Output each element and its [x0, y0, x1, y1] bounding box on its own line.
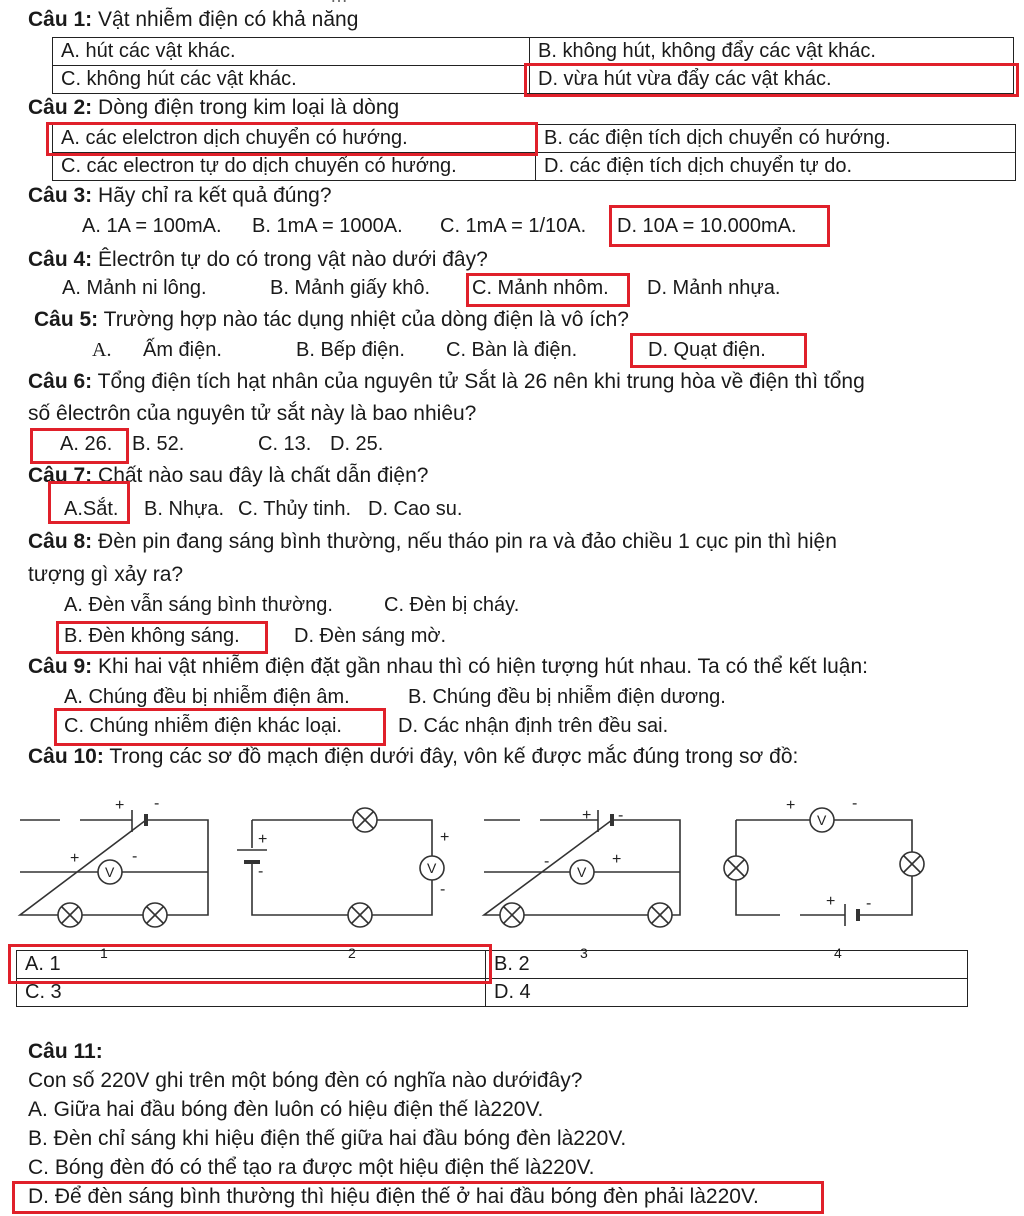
q11-option-c[interactable]: C. Bóng đèn đó có thể tạo ra được một hiệu điện thế là220V.: [28, 1156, 595, 1179]
q8-option-a[interactable]: A. Đèn vẫn sáng bình thường.: [64, 594, 333, 616]
q6-option-c[interactable]: C. 13.: [258, 433, 312, 455]
lamp-symbol-1a: [58, 903, 82, 927]
q6-text: Tổng điện tích hạt nhân của nguyên tử Sắt là 26 nên khi trung hòa về điện thì tổng: [92, 370, 865, 393]
q8-label: Câu 8:: [28, 530, 93, 553]
q2-option-a[interactable]: A. các elelctron dịch chuyển có hướng.: [53, 125, 536, 153]
lamp-symbol-4a: [724, 856, 748, 880]
q4-option-d[interactable]: D. Mảnh nhựa.: [647, 277, 781, 299]
q11-answer-highlight: [12, 1181, 824, 1214]
q1-label: Câu 1:: [28, 8, 93, 31]
q2-label: Câu 2:: [28, 96, 93, 119]
q7-option-a[interactable]: A.Sắt.: [64, 498, 119, 520]
q5-label: Câu 5:: [34, 308, 99, 331]
q10-answer-highlight: [8, 944, 492, 984]
q5-option-a-letter[interactable]: A.: [92, 339, 112, 361]
q2-option-c[interactable]: C. các electron tự do dịch chuyển có hướng.: [53, 153, 536, 181]
q5-question: [34, 308, 629, 332]
q5-option-b[interactable]: B. Bếp điện.: [296, 339, 405, 361]
q10-option-b[interactable]: B. 2: [486, 951, 968, 979]
q6-option-d[interactable]: D. 25.: [330, 433, 384, 455]
q4-label: Câu 4:: [28, 248, 93, 271]
q10-option-d[interactable]: D. 4: [486, 979, 968, 1007]
q3-question: [28, 184, 332, 208]
circuit-diagram-2: [237, 808, 444, 927]
q9-text: Khi hai vật nhiễm điện đặt gần nhau thì có hiện tượng hút nhau. Ta có thể kết luận:: [92, 655, 868, 678]
voltmeter-label-1: V: [105, 864, 115, 880]
q9-option-b[interactable]: B. Chúng đều bị nhiễm điện dương.: [408, 686, 726, 708]
q5-option-a[interactable]: Ấm điện.: [143, 339, 222, 361]
minus-sign-1b: -: [132, 848, 138, 865]
q2-option-b[interactable]: B. các điện tích dịch chuyển có hướng.: [536, 125, 1016, 153]
lamp-symbol-2b: [348, 903, 372, 927]
q8-answer-highlight: [56, 621, 268, 654]
q7-option-b[interactable]: B. Nhựa.: [144, 498, 225, 520]
lamp-symbol-4b: [900, 852, 924, 876]
q11-label: Câu 11:: [28, 1040, 103, 1063]
q4-answer-highlight: [466, 273, 630, 307]
diagram-number-2: 2: [348, 945, 356, 961]
plus-sign-4b: +: [826, 893, 836, 910]
q2-question: [28, 96, 399, 120]
plus-sign-3a: +: [582, 807, 592, 824]
plus-sign-4a: +: [786, 797, 796, 814]
q8-option-b[interactable]: B. Đèn không sáng.: [64, 625, 240, 647]
q5-option-c[interactable]: C. Bàn là điện.: [446, 339, 578, 361]
circuit-diagrams: [0, 790, 1024, 970]
q7-option-c[interactable]: C. Thủy tinh.: [238, 498, 352, 520]
q6-answer-highlight: [30, 428, 129, 464]
q3-option-d[interactable]: D. 10A = 10.000mA.: [617, 215, 797, 237]
q7-answer-highlight: [48, 481, 130, 524]
q1-option-d[interactable]: D. vừa hút vừa đẩy các vật khác.: [530, 66, 1014, 94]
lamp-symbol-2a: [353, 808, 377, 832]
q1-text: Vật nhiễm điện có khả năng: [92, 8, 359, 31]
voltmeter-label-4: V: [817, 812, 827, 828]
q1-option-b[interactable]: B. không hút, không đẩy các vật khác.: [530, 38, 1014, 66]
q6-question-line2: số êlectrôn của nguyên tử sắt này là bao nhiêu?: [28, 402, 477, 425]
q4-text: Êlectrôn tự do có trong vật nào dưới đây?: [92, 248, 488, 271]
q1-question: [28, 8, 358, 32]
q3-option-c[interactable]: C. 1mA = 1/10A.: [440, 215, 587, 237]
q11-option-a[interactable]: A. Giữa hai đầu bóng đèn luôn có hiệu điện thế là220V.: [28, 1098, 544, 1121]
q5-answer-highlight: [630, 333, 807, 368]
diagram-number-3: 3: [580, 945, 588, 961]
q10-label: Câu 10:: [28, 745, 104, 768]
q11-option-b[interactable]: B. Đèn chỉ sáng khi hiệu điện thế giữa hai đầu bóng đèn là220V.: [28, 1127, 627, 1150]
q1-answer-highlight: [524, 63, 1019, 97]
minus-sign-4b: -: [866, 895, 872, 912]
q4-option-a[interactable]: A. Mảnh ni lông.: [62, 277, 207, 299]
q3-text: Hãy chỉ ra kết quả đúng?: [92, 184, 332, 207]
plus-sign-2a: +: [258, 831, 268, 848]
q6-question-line1: [28, 370, 865, 394]
q6-option-a[interactable]: A. 26.: [60, 433, 113, 455]
q7-label: Câu 7:: [28, 464, 93, 487]
plus-sign-1a: +: [115, 797, 125, 814]
q4-option-c[interactable]: C. Mảnh nhôm.: [472, 277, 609, 299]
q10-option-c[interactable]: C. 3: [17, 979, 486, 1007]
q10-option-a[interactable]: A. 1: [17, 951, 486, 979]
q9-option-d[interactable]: D. Các nhận định trên đều sai.: [398, 715, 669, 737]
q9-option-a[interactable]: A. Chúng đều bị nhiễm điện âm.: [64, 686, 350, 708]
minus-sign-2b: -: [440, 881, 446, 898]
plus-sign-3b: +: [612, 851, 622, 868]
q3-option-a[interactable]: A. 1A = 100mA.: [82, 215, 222, 237]
q2-option-d[interactable]: D. các điện tích dịch chuyển tự do.: [536, 153, 1016, 181]
lamp-symbol-3b: [648, 903, 672, 927]
lamp-symbol-3a: [500, 903, 524, 927]
q1-option-a[interactable]: A. hút các vật khác.: [53, 38, 530, 66]
q11-question: Con số 220V ghi trên một bóng đèn có nghĩa nào dướiđây?: [28, 1069, 583, 1092]
minus-sign-3b: -: [544, 853, 550, 870]
q5-text: Trường hợp nào tác dụng nhiệt của dòng điện là vô ích?: [98, 308, 629, 331]
lamp-symbol-1b: [143, 903, 167, 927]
minus-sign-2a: -: [258, 863, 264, 880]
q7-option-d[interactable]: D. Cao su.: [368, 498, 463, 520]
q4-option-b[interactable]: B. Mảnh giấy khô.: [270, 277, 431, 299]
q5-option-d[interactable]: D. Quạt điện.: [648, 339, 766, 361]
diagram-number-1: 1: [100, 945, 108, 961]
q6-label: Câu 6:: [28, 370, 93, 393]
q4-question: [28, 248, 488, 272]
q11-option-d[interactable]: D. Để đèn sáng bình thường thì hiệu điện thế ở hai đầu bóng đèn phải là220V.: [28, 1185, 759, 1208]
q2-answer-highlight: [46, 122, 538, 156]
q8-option-c[interactable]: C. Đèn bị cháy.: [384, 594, 520, 616]
q3-answer-highlight: [609, 205, 830, 247]
minus-sign-3a: -: [618, 807, 624, 824]
q8-question-line1: [28, 530, 837, 554]
voltmeter-label-2: V: [427, 860, 437, 876]
q8-option-d[interactable]: D. Đèn sáng mờ.: [294, 625, 447, 647]
q3-label: Câu 3:: [28, 184, 93, 207]
q9-answer-highlight: [54, 708, 386, 746]
minus-sign-1a: -: [154, 795, 160, 812]
plus-sign-1b: +: [70, 850, 80, 867]
q9-option-c[interactable]: C. Chúng nhiễm điện khác loại.: [64, 715, 342, 737]
q6-option-b[interactable]: B. 52.: [132, 433, 185, 455]
q8-question-line2: tượng gì xảy ra?: [28, 563, 184, 586]
diagram-number-4: 4: [834, 945, 842, 961]
plus-sign-2b: +: [440, 829, 450, 846]
top-cutoff-text: [330, 0, 348, 7]
voltmeter-label-3: V: [577, 864, 587, 880]
q3-option-b[interactable]: B. 1mA = 1000A.: [252, 215, 403, 237]
q10-text: Trong các sơ đồ mạch điện dưới đây, vôn kế được mắc đúng trong sơ đồ:: [103, 745, 799, 768]
q1-option-c[interactable]: C. không hút các vật khác.: [53, 66, 530, 94]
q7-text: Chất nào sau đây là chất dẫn điện?: [92, 464, 429, 487]
q10-question: [28, 745, 798, 769]
q8-text: Đèn pin đang sáng bình thường, nếu tháo pin ra và đảo chiều 1 cục pin thì hiện: [92, 530, 837, 553]
q9-question: [28, 655, 868, 679]
q9-label: Câu 9:: [28, 655, 93, 678]
q2-text: Dòng điện trong kim loại là dòng: [92, 96, 400, 119]
minus-sign-4a: -: [852, 795, 858, 812]
